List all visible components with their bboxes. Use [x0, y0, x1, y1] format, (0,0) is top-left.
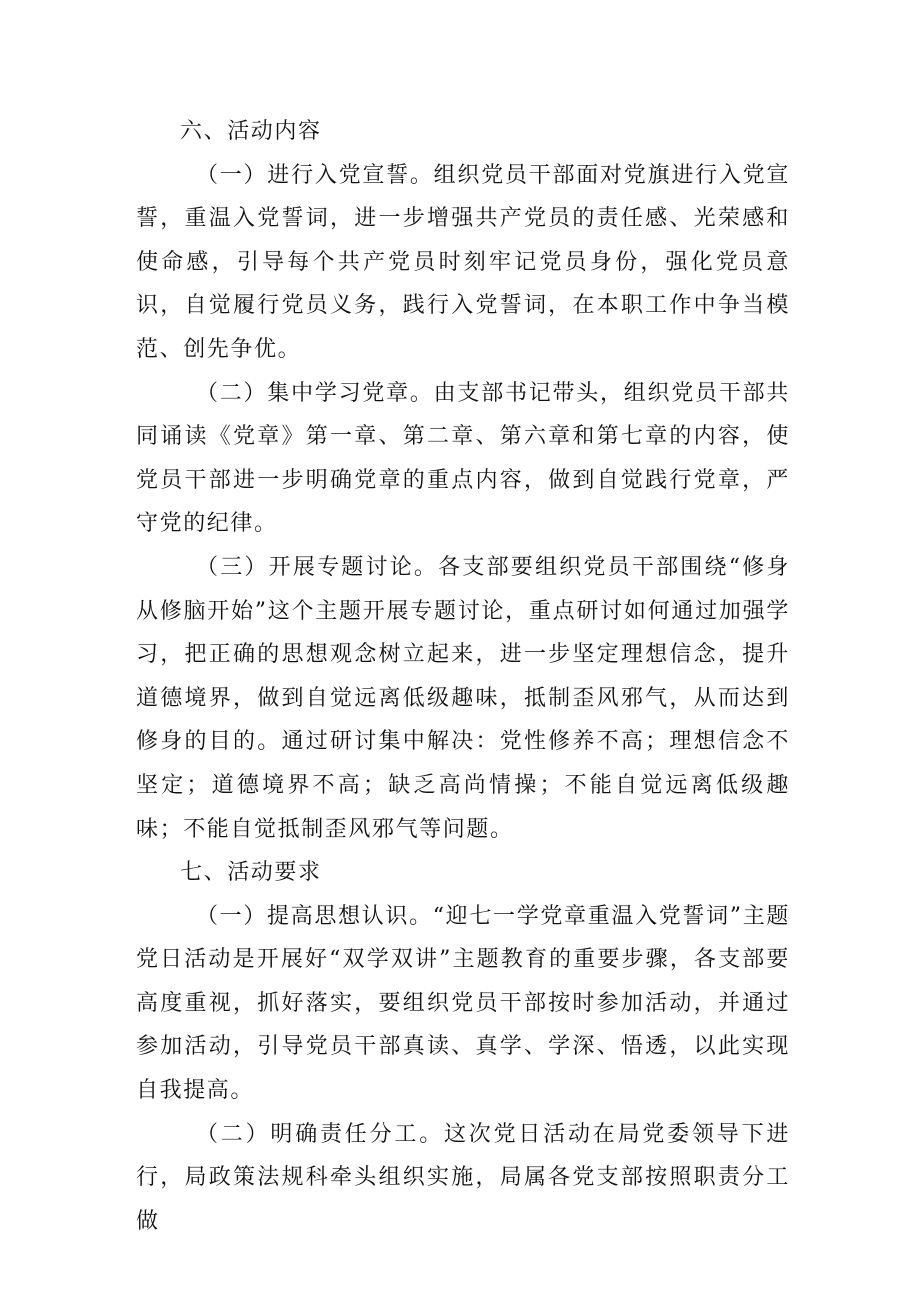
paragraph-topic-discussion: （三）开展专题讨论。各支部要组织党员干部围绕“修身从修脑开始”这个主题开展专题讨论，重点研讨如何通过加强学习，把正确的思想观念树立起来，进一步坚定理想信念，提升道德境界，做到自觉远离低级趣味，抵制歪风邪气，从而达到修身的目的。通过研讨集中解决：党性修养不高；理想信念不坚定；道德境界不高；缺乏高尚情操；不能自觉远离低级趣味；不能自觉抵制歪风邪气等问题。: [136, 554, 790, 842]
paragraph-party-constitution-study: （二）集中学习党章。由支部书记带头，组织党员干部共同诵读《党章》第一章、第二章、第六章和第七章的内容，使党员干部进一步明确党章的重点内容，做到自觉践行党章，严守党的纪律。: [136, 380, 790, 537]
paragraph-oath: （一）进行入党宣誓。组织党员干部面对党旗进行入党宣誓，重温入党誓词，进一步增强共产党员的责任感、光荣感和使命感，引导每个共产党员时刻牢记党员身份，强化党员意识，自觉履行党员义务，践行入党誓词，在本职工作中争当模范、创先争优。: [136, 162, 790, 362]
paragraph-responsibility-division: （二）明确责任分工。这次党日活动在局党委领导下进行，局政策法规科牵头组织实施，局属各党支部按照职责分工做: [136, 1121, 790, 1234]
document-body: [136, 110, 790, 1243]
section-heading-activity-requirements: 七、活动要求: [180, 860, 322, 886]
section-heading-activity-content: 六、活动内容: [180, 119, 322, 144]
paragraph-raise-awareness: （一）提高思想认识。“迎七一学党章重温入党誓词”主题党日活动是开展好“双学双讲”主题教育的重要步骤，各支部要高度重视，抓好落实，要组织党员干部按时参加活动，并通过参加活动，引导党员干部真读、真学、学深、悟透，以此实现自我提高。: [136, 903, 790, 1104]
